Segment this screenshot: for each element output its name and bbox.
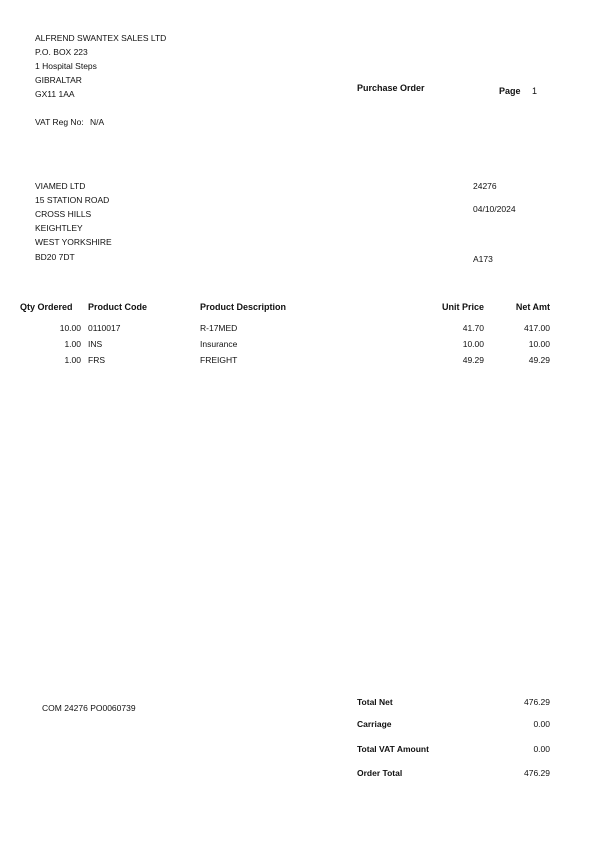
header-net-amount: Net Amt <box>515 302 550 312</box>
order-total-value: 476.29 <box>524 768 550 778</box>
row-qty: 1.00 <box>64 339 81 349</box>
carriage <box>357 719 550 733</box>
total-vat-label: Total VAT Amount <box>357 744 429 754</box>
delivery-postcode: BD20 7DT <box>35 252 75 262</box>
row-unit-price: 41.70 <box>462 323 484 333</box>
header-description: Product Description <box>200 302 287 312</box>
row-description: R-17MED <box>200 323 238 333</box>
order-number: 24276 <box>473 181 497 191</box>
delivery-address-line: WEST YORKSHIRE <box>35 237 112 247</box>
table-row <box>0 339 595 355</box>
supplier-address-line: GIBRALTAR <box>35 75 82 85</box>
row-qty: 10.00 <box>59 323 81 333</box>
order-total-label: Order Total <box>357 768 403 778</box>
header-unit-price: Unit Price <box>441 302 484 312</box>
supplier-postcode: GX11 1AA <box>35 89 75 99</box>
vat-reg-value: N/A <box>90 117 105 127</box>
delivery-address-line: KEIGHTLEY <box>35 223 83 233</box>
total-vat <box>357 744 550 758</box>
row-unit-price: 49.29 <box>462 355 484 365</box>
supplier-address-line: 1 Hospital Steps <box>35 61 97 71</box>
footer-reference: COM 24276 PO0060739 <box>42 703 136 713</box>
row-qty: 1.00 <box>64 355 81 365</box>
table-header <box>0 302 595 318</box>
page-label: Page <box>499 86 521 96</box>
carriage-label: Carriage <box>357 719 392 729</box>
supplier-name: ALFREND SWANTEX SALES LTD <box>35 33 167 43</box>
row-net-amount: 10.00 <box>528 339 550 349</box>
total-net <box>357 697 550 711</box>
row-code: INS <box>88 339 103 349</box>
total-vat-value: 0.00 <box>533 744 550 754</box>
document-title: Purchase Order <box>357 83 425 93</box>
delivery-address-line: CROSS HILLS <box>35 209 92 219</box>
table-row <box>0 355 595 371</box>
delivery-address-line: 15 STATION ROAD <box>35 195 110 205</box>
carriage-value: 0.00 <box>533 719 550 729</box>
row-unit-price: 10.00 <box>462 339 484 349</box>
page-number: 1 <box>532 86 538 96</box>
delivery-name: VIAMED LTD <box>35 181 86 191</box>
supplier-address-line: P.O. BOX 223 <box>35 47 88 57</box>
header-qty: Qty Ordered <box>20 302 73 312</box>
row-description: Insurance <box>200 339 238 349</box>
vat-reg-label: VAT Reg No: <box>35 117 84 127</box>
row-code: 0110017 <box>88 323 121 333</box>
header-code: Product Code <box>88 302 148 312</box>
row-description: FREIGHT <box>200 355 238 365</box>
row-net-amount: 49.29 <box>528 355 550 365</box>
order-reference: A173 <box>473 254 493 264</box>
order-date: 04/10/2024 <box>473 204 516 214</box>
total-net-value: 476.29 <box>524 697 550 707</box>
row-net-amount: 417.00 <box>524 323 550 333</box>
row-code: FRS <box>88 355 105 365</box>
vat-reg <box>35 117 104 127</box>
order-total <box>357 768 550 782</box>
table-row <box>0 323 595 339</box>
total-net-label: Total Net <box>357 697 393 707</box>
